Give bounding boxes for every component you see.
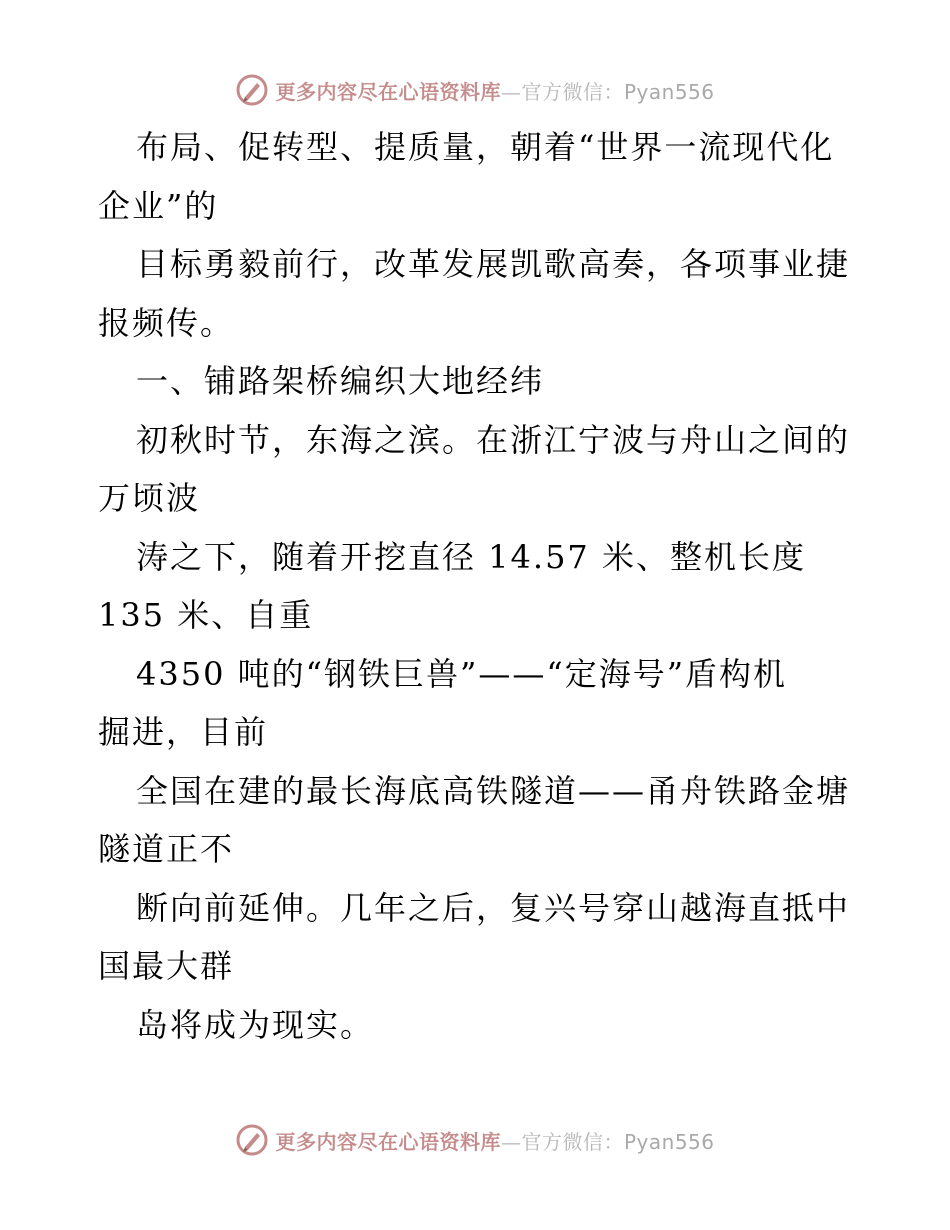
text-line: 企业”的 (98, 186, 219, 225)
pen-logo-icon (235, 1123, 269, 1157)
watermark-main: 更多内容尽在心语资料库 (275, 79, 501, 104)
watermark-id: Pyan556 (623, 1129, 715, 1154)
watermark-sub: —官方微信： (500, 1129, 624, 1154)
watermark-sub: —官方微信： (500, 79, 624, 104)
text-line: 4350 吨的“钢铁巨兽”——“定海号”盾构机 (136, 654, 788, 693)
text-line: 报频传。 (98, 303, 235, 342)
text-line: 岛将成为现实。 (136, 1005, 375, 1044)
watermark-text (275, 1126, 714, 1155)
pen-logo-icon (235, 73, 269, 107)
text-line: 涛之下，随着开挖直径 14.57 米、整机长度 (136, 537, 806, 576)
footer-watermark (0, 1120, 950, 1160)
text-line: 初秋时节，东海之滨。在浙江宁波与舟山之间的 (136, 420, 851, 459)
header-watermark (0, 70, 950, 110)
text-line: 布局、促转型、提质量，朝着“世界一流现代化 (136, 128, 835, 166)
text-line: 全国在建的最长海底高铁隧道——甬舟铁路金塘 (136, 771, 851, 810)
text-line: 断向前延伸。几年之后，复兴号穿山越海直抵中 (136, 888, 851, 927)
text-line: 万顷波 (98, 479, 201, 517)
text-line: 一、铺路架桥编织大地经纬 (136, 362, 545, 400)
document-body (98, 118, 858, 1054)
text-line: 目标勇毅前行，改革发展凯歌高奏，各项事业捷 (136, 245, 851, 283)
text-line: 隧道正不 (98, 830, 235, 868)
watermark-id: Pyan556 (623, 79, 715, 104)
text-line: 掘进，目前 (98, 713, 269, 751)
watermark-main: 更多内容尽在心语资料库 (275, 1129, 501, 1154)
text-line: 国最大群 (98, 947, 235, 985)
watermark-text (275, 76, 714, 105)
text-line: 135 米、自重 (98, 596, 314, 634)
